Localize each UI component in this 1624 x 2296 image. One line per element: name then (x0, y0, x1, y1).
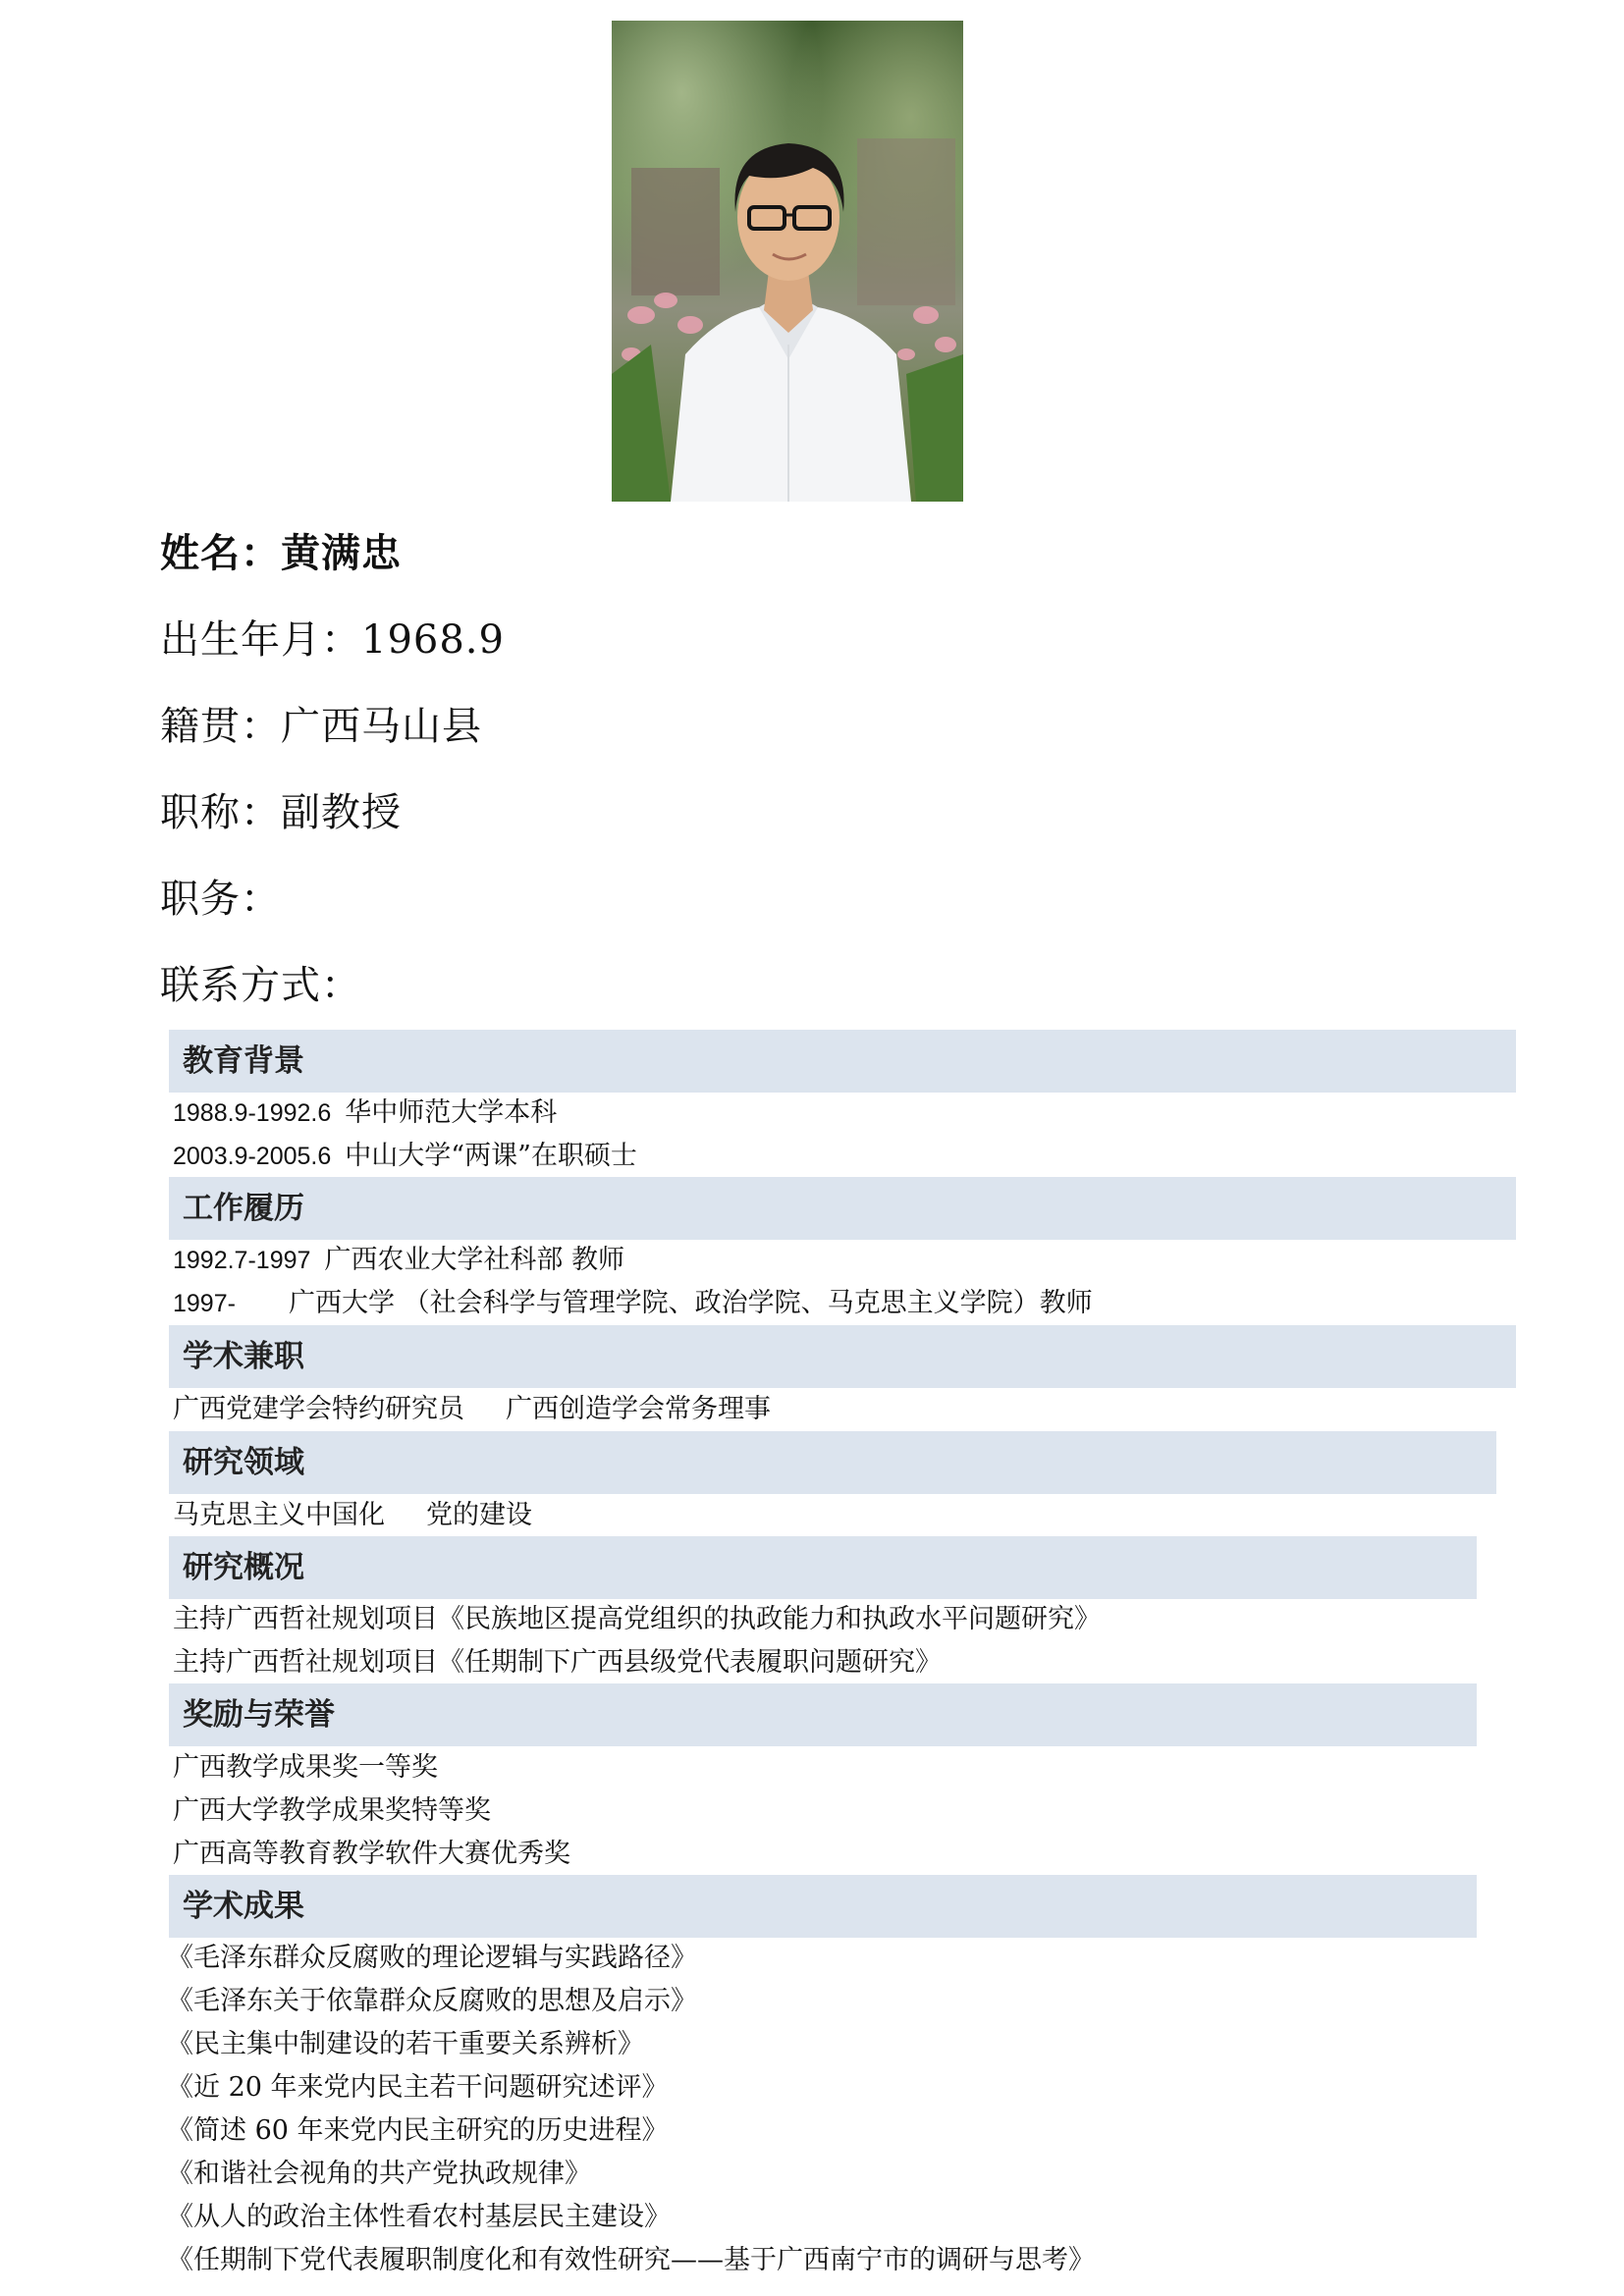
section-research-overview-header (169, 1536, 1477, 1599)
academic-post: 广西党建学会特约研究员 (173, 1394, 464, 1424)
achievement-item: 《毛泽东群众反腐败的理论逻辑与实践路径》 (167, 1943, 697, 1973)
title-line (160, 789, 402, 836)
name-line (160, 530, 402, 577)
contact-line (160, 962, 361, 1009)
research-fields-line (173, 1499, 532, 1532)
native-label: 籍贯： (160, 704, 281, 749)
item-date: 1997- (173, 1290, 236, 1317)
section-awards-header (169, 1683, 1477, 1746)
section-heading: 研究概况 (183, 1550, 304, 1585)
section-heading: 学术兼职 (183, 1339, 304, 1374)
profile-photo (612, 21, 963, 502)
research-field: 马克思主义中国化 (173, 1500, 385, 1530)
achievement-item: 《简述 60 年来党内民主研究的历史进程》 (167, 2115, 669, 2146)
section-heading: 学术成果 (183, 1889, 304, 1924)
work-item (173, 1244, 624, 1277)
award-item: 广西教学成果奖一等奖 (173, 1752, 438, 1783)
research-overview-item: 主持广西哲社规划项目《任期制下广西县级党代表履职问题研究》 (173, 1647, 942, 1678)
section-heading: 研究领域 (183, 1445, 304, 1480)
achievement-item: 《和谐社会视角的共产党执政规律》 (167, 2159, 591, 2189)
education-item (173, 1140, 637, 1173)
research-overview-item: 主持广西哲社规划项目《民族地区提高党组织的执政能力和执政水平问题研究》 (173, 1604, 1101, 1634)
birth-line (160, 616, 505, 664)
title-value: 副教授 (281, 790, 402, 835)
academic-posts-line (173, 1393, 771, 1426)
native-value: 广西马山县 (281, 704, 482, 749)
item-text: 广西农业大学社科部 教师 (324, 1245, 624, 1275)
name-label: 姓名： (160, 531, 281, 576)
birth-label: 出生年月： (160, 617, 361, 663)
item-date: 1992.7-1997 (173, 1247, 311, 1274)
research-field: 党的建设 (426, 1500, 532, 1530)
section-academic-posts-header (169, 1325, 1516, 1388)
section-heading: 工作履历 (183, 1191, 304, 1226)
item-text: 中山大学“两课”在职硕士 (345, 1141, 637, 1171)
contact-label: 联系方式： (160, 963, 361, 1008)
item-text: 华中师范大学本科 (345, 1097, 558, 1128)
work-item (173, 1287, 1093, 1320)
position-line (160, 876, 281, 923)
achievement-item: 《毛泽东关于依靠群众反腐败的思想及启示》 (167, 1986, 697, 2016)
award-item: 广西高等教育教学软件大赛优秀奖 (173, 1839, 570, 1869)
title-label: 职称： (160, 790, 281, 835)
birth-value: 1968.9 (361, 617, 505, 663)
position-label: 职务： (160, 877, 281, 922)
section-achievements-header (169, 1875, 1477, 1938)
section-research-fields-header (169, 1431, 1496, 1494)
academic-post: 广西创造学会常务理事 (506, 1394, 771, 1424)
award-item: 广西大学教学成果奖特等奖 (173, 1795, 491, 1826)
item-date: 2003.9-2005.6 (173, 1143, 332, 1170)
item-text: 广西大学 （社会科学与管理学院、政治学院、马克思主义学院）教师 (289, 1288, 1093, 1318)
achievement-item: 《从人的政治主体性看农村基层民主建设》 (167, 2202, 671, 2232)
achievement-item: 《任期制下党代表履职制度化和有效性研究——基于广西南宁市的调研与思考》 (167, 2245, 1095, 2275)
achievement-item: 《近 20 年来党内民主若干问题研究述评》 (167, 2072, 669, 2103)
section-education-header (169, 1030, 1516, 1093)
education-item (173, 1096, 557, 1130)
portrait-image (612, 21, 963, 502)
section-heading: 教育背景 (183, 1043, 304, 1079)
name-value: 黄满忠 (281, 531, 402, 576)
section-work-header (169, 1177, 1516, 1240)
achievement-item: 《民主集中制建设的若干重要关系辨析》 (167, 2029, 644, 2059)
item-date: 1988.9-1992.6 (173, 1099, 332, 1127)
native-line (160, 703, 482, 750)
section-heading: 奖励与荣誉 (183, 1697, 335, 1733)
